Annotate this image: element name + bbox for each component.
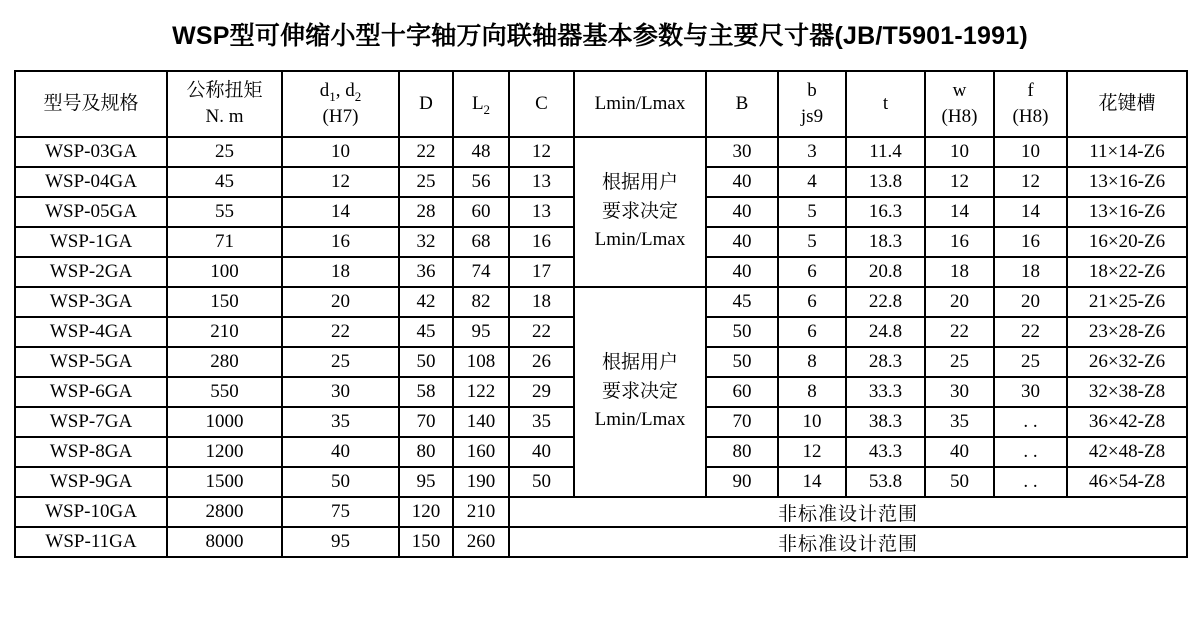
note-line: 根据用户 [601,172,678,194]
cell-spline: 11×14-Z6 [1067,137,1187,167]
cell-model: WSP-10GA [15,497,167,527]
cell-torque: 550 [167,377,282,407]
cell-d1d2: 14 [282,197,399,227]
cell-t: 11.4 [846,137,925,167]
cell-d1d2: 95 [282,527,399,557]
cell-L2: 122 [453,377,509,407]
cell-L2: 140 [453,407,509,437]
col-header-f-label: f [1027,80,1034,102]
cell-D: 58 [399,377,453,407]
cell-L2: 56 [453,167,509,197]
col-header-L2-label: $L_2$ [471,93,491,117]
cell-f: 12 [994,167,1067,197]
cell-L2: 108 [453,347,509,377]
cell-t: 24.8 [846,317,925,347]
col-header-spline [1067,71,1187,137]
cell-C: 13 [509,197,574,227]
cell-torque: 100 [167,257,282,287]
cell-f: . . [994,437,1067,467]
col-header-b-tolerance: js9 [800,106,824,127]
cell-spline: 13×16-Z6 [1067,167,1187,197]
cell-torque: 210 [167,317,282,347]
cell-D: 120 [399,497,453,527]
cell-B: 40 [706,197,778,227]
col-header-D-label: D [419,93,433,115]
cell-w: 14 [925,197,994,227]
note-line: 要求决定 [601,380,678,402]
cell-L2: 160 [453,437,509,467]
cell-D: 80 [399,437,453,467]
col-header-model-label: 型号及规格 [43,93,139,115]
cell-torque: 1000 [167,407,282,437]
cell-L2: 48 [453,137,509,167]
cell-w: 50 [925,467,994,497]
cell-f: 20 [994,287,1067,317]
cell-w: 35 [925,407,994,437]
cell-L2: 60 [453,197,509,227]
cell-torque: 150 [167,287,282,317]
table-row-nonstandard [15,497,1187,527]
col-header-d1d2 [282,71,399,137]
cell-nonstandard-note: 非标准设计范围 [509,497,1187,527]
cell-f: 22 [994,317,1067,347]
cell-f: 16 [994,227,1067,257]
cell-lminmax-note-group2 [574,287,706,497]
cell-t: 28.3 [846,347,925,377]
cell-C: 22 [509,317,574,347]
cell-C: 40 [509,437,574,467]
cell-model: WSP-8GA [15,437,167,467]
cell-spline: 13×16-Z6 [1067,197,1187,227]
cell-b: 6 [778,317,846,347]
cell-b: 6 [778,287,846,317]
cell-b: 5 [778,227,846,257]
cell-d1d2: 75 [282,497,399,527]
cell-t: 38.3 [846,407,925,437]
cell-w: 18 [925,257,994,287]
cell-b: 8 [778,377,846,407]
cell-L2: 210 [453,497,509,527]
cell-w: 30 [925,377,994,407]
cell-L2: 82 [453,287,509,317]
cell-d1d2: 20 [282,287,399,317]
cell-C: 29 [509,377,574,407]
cell-B: 45 [706,287,778,317]
cell-model: WSP-2GA [15,257,167,287]
cell-B: 60 [706,377,778,407]
cell-C: 18 [509,287,574,317]
cell-D: 70 [399,407,453,437]
col-header-C-label: C [535,93,548,115]
cell-C: 13 [509,167,574,197]
cell-d1d2: 10 [282,137,399,167]
cell-B: 40 [706,227,778,257]
cell-d1d2: 22 [282,317,399,347]
cell-w: 10 [925,137,994,167]
cell-D: 22 [399,137,453,167]
cell-t: 16.3 [846,197,925,227]
cell-torque: 71 [167,227,282,257]
cell-model: WSP-04GA [15,167,167,197]
cell-L2: 190 [453,467,509,497]
col-header-b [778,71,846,137]
cell-spline: 36×42-Z8 [1067,407,1187,437]
cell-L2: 74 [453,257,509,287]
cell-model: WSP-3GA [15,287,167,317]
cell-b: 3 [778,137,846,167]
cell-model: WSP-1GA [15,227,167,257]
cell-b: 12 [778,437,846,467]
table-row [15,137,1187,167]
page-title: WSP型可伸缩小型十字轴万向联轴器基本参数与主要尺寸器(JB/T5901-1991) [172,22,1028,50]
cell-B: 40 [706,257,778,287]
cell-torque: 8000 [167,527,282,557]
cell-f: . . [994,467,1067,497]
col-header-C [509,71,574,137]
cell-B: 80 [706,437,778,467]
cell-t: 53.8 [846,467,925,497]
cell-D: 45 [399,317,453,347]
cell-model: WSP-03GA [15,137,167,167]
cell-d1d2: 12 [282,167,399,197]
cell-B: 50 [706,347,778,377]
cell-d1d2: 40 [282,437,399,467]
col-header-torque [167,71,282,137]
cell-D: 28 [399,197,453,227]
col-header-B-label: B [735,93,749,115]
cell-L2: 260 [453,527,509,557]
cell-torque: 2800 [167,497,282,527]
cell-spline: 21×25-Z6 [1067,287,1187,317]
cell-d1d2: 35 [282,407,399,437]
col-header-model [15,71,167,137]
cell-L2: 68 [453,227,509,257]
cell-model: WSP-9GA [15,467,167,497]
cell-torque: 1500 [167,467,282,497]
col-header-lminmax-label: Lmin/Lmax [594,93,686,115]
col-header-w [925,71,994,137]
cell-D: 150 [399,527,453,557]
cell-model: WSP-5GA [15,347,167,377]
col-header-torque-unit: N. m [205,106,244,127]
cell-w: 20 [925,287,994,317]
cell-B: 50 [706,317,778,347]
col-header-B [706,71,778,137]
cell-B: 70 [706,407,778,437]
cell-spline: 46×54-Z8 [1067,467,1187,497]
cell-d1d2: 50 [282,467,399,497]
cell-t: 20.8 [846,257,925,287]
cell-lminmax-note-group1 [574,137,706,287]
cell-D: 25 [399,167,453,197]
cell-L2: 95 [453,317,509,347]
cell-spline: 23×28-Z6 [1067,317,1187,347]
cell-B: 30 [706,137,778,167]
cell-D: 42 [399,287,453,317]
header-row [15,71,1187,137]
cell-torque: 55 [167,197,282,227]
col-header-d1d2-label: $d_1$, $d_2$ [319,80,362,105]
cell-b: 5 [778,197,846,227]
cell-b: 6 [778,257,846,287]
col-header-torque-label: 公称扭矩 [186,80,263,102]
cell-spline: 42×48-Z8 [1067,437,1187,467]
cell-w: 22 [925,317,994,347]
table-row [15,287,1187,317]
cell-C: 16 [509,227,574,257]
cell-model: WSP-05GA [15,197,167,227]
cell-t: 33.3 [846,377,925,407]
col-header-d1d2-tolerance: (H7) [322,106,359,127]
cell-b: 4 [778,167,846,197]
coupling-spec-table [14,70,1188,558]
cell-w: 40 [925,437,994,467]
col-header-t-label: t [882,93,889,115]
cell-d1d2: 30 [282,377,399,407]
cell-t: 18.3 [846,227,925,257]
col-header-lminmax [574,71,706,137]
cell-d1d2: 16 [282,227,399,257]
cell-f: . . [994,407,1067,437]
cell-spline: 18×22-Z6 [1067,257,1187,287]
cell-t: 22.8 [846,287,925,317]
cell-w: 16 [925,227,994,257]
cell-spline: 26×32-Z6 [1067,347,1187,377]
cell-w: 12 [925,167,994,197]
cell-torque: 1200 [167,437,282,467]
col-header-w-label: w [952,80,967,102]
cell-t: 13.8 [846,167,925,197]
cell-torque: 280 [167,347,282,377]
cell-f: 25 [994,347,1067,377]
cell-model: WSP-7GA [15,407,167,437]
cell-b: 8 [778,347,846,377]
cell-C: 50 [509,467,574,497]
cell-D: 32 [399,227,453,257]
cell-model: WSP-6GA [15,377,167,407]
cell-nonstandard-note: 非标准设计范围 [509,527,1187,557]
cell-C: 17 [509,257,574,287]
col-header-f [994,71,1067,137]
cell-f: 14 [994,197,1067,227]
cell-C: 35 [509,407,574,437]
cell-D: 95 [399,467,453,497]
cell-f: 10 [994,137,1067,167]
cell-B: 90 [706,467,778,497]
cell-w: 25 [925,347,994,377]
cell-b: 14 [778,467,846,497]
note-line: Lmin/Lmax [594,229,686,251]
cell-d1d2: 25 [282,347,399,377]
cell-C: 26 [509,347,574,377]
cell-f: 18 [994,257,1067,287]
col-header-spline-label: 花键槽 [1098,93,1156,115]
col-header-L2 [453,71,509,137]
col-header-b-label: b [807,80,817,102]
note-line: Lmin/Lmax [594,409,686,431]
cell-D: 36 [399,257,453,287]
cell-spline: 32×38-Z8 [1067,377,1187,407]
cell-torque: 45 [167,167,282,197]
col-header-w-tolerance: (H8) [941,106,978,127]
cell-torque: 25 [167,137,282,167]
cell-B: 40 [706,167,778,197]
cell-model: WSP-4GA [15,317,167,347]
cell-spline: 16×20-Z6 [1067,227,1187,257]
note-line: 要求决定 [601,200,678,222]
col-header-D [399,71,453,137]
cell-model: WSP-11GA [15,527,167,557]
cell-D: 50 [399,347,453,377]
cell-t: 43.3 [846,437,925,467]
cell-b: 10 [778,407,846,437]
table-row-nonstandard [15,527,1187,557]
col-header-t [846,71,925,137]
col-header-f-tolerance: (H8) [1012,106,1049,127]
cell-f: 30 [994,377,1067,407]
cell-C: 12 [509,137,574,167]
cell-d1d2: 18 [282,257,399,287]
note-line: 根据用户 [601,352,678,374]
